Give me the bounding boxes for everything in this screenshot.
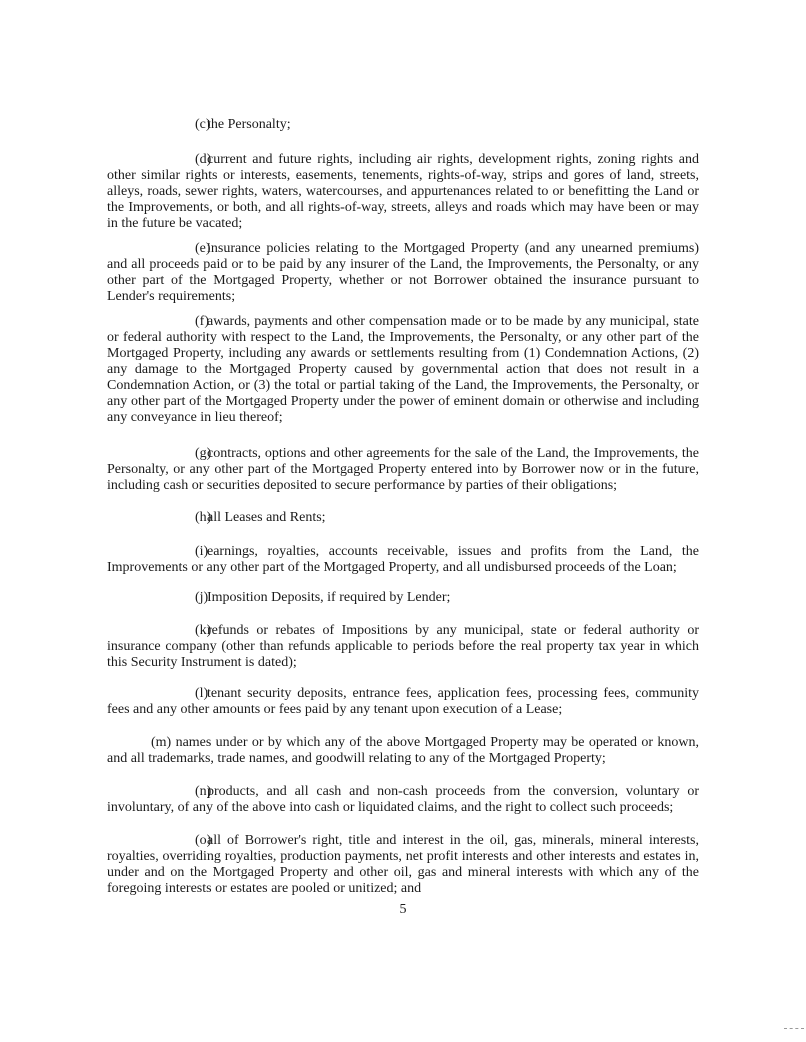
item-label: (o): [195, 833, 212, 848]
list-item-d: [107, 152, 699, 232]
item-text: earnings, royalties, accounts receivable, issues and profits from the Land, the Improvements or any other part of the Mortgaged Property, and all undisbursed proceeds of the Loan;: [107, 544, 699, 575]
item-text: tenant security deposits, entrance fees, application fees, processing fees, community fees and any other amounts or fees paid by any tenant upon execution of a Lease;: [107, 686, 699, 717]
list-item-f: [107, 314, 699, 426]
list-item-e: [107, 241, 699, 305]
item-label: (f): [195, 314, 209, 329]
list-item-g: [107, 446, 699, 494]
item-label: (d): [195, 152, 212, 167]
list-item-i: [107, 544, 699, 576]
list-item-n: [107, 784, 699, 816]
item-text: names under or by which any of the above Mortgaged Property may be operated or known, and all trademarks, trade names, and goodwill relating to any of the Mortgaged Property;: [107, 735, 699, 766]
item-text: all of Borrower's right, title and interest in the oil, gas, minerals, mineral interests, royalties, overriding royalties, production payments, net profit interests and other interests and estates in, under and on the Mortgaged Property and other oil, gas and mineral interests with which any of the foregoing interests or estates are pooled or unitized; and: [107, 833, 699, 896]
item-label: (c): [195, 117, 211, 132]
item-text: refunds or rebates of Impositions by any municipal, state or federal authority or insurance company (other than refunds applicable to periods before the real property tax year in which this Security Instrument is dated);: [107, 623, 699, 670]
item-text: the Personalty;: [207, 117, 291, 132]
item-text: awards, payments and other compensation made or to be made by any municipal, state or federal authority with respect to the Land, the Improvements, the Personalty, or any other part of the Mortgaged Property, including any awards or settlements resulting from (1) Condemnation Actions, (2) any damage to the Mortgaged Property caused by governmental action that does not result in a Condemnation Action, or (3) the total or partial taking of the Land, the Improvements, the Personalty, or any other part of the Mortgaged Property under the power of eminent domain or otherwise and including any conveyance in lieu thereof;: [107, 314, 699, 425]
scan-artifact: [784, 1028, 804, 1030]
item-text: insurance policies relating to the Mortgaged Property (and any unearned premiums) and all proceeds paid or to be paid by any insurer of the Land, the Improvements, the Personalty, or any other part of the Mortgaged Property, whether or not Borrower obtained the insurance pursuant to Lender's requirements;: [107, 241, 699, 304]
item-text: products, and all cash and non-cash proceeds from the conversion, voluntary or involuntary, of any of the above into cash or liquidated claims, and the right to collect such proceeds;: [107, 784, 699, 815]
item-label: (k): [195, 623, 212, 638]
list-item-c: [107, 117, 699, 133]
list-item-h: [107, 510, 699, 526]
item-label: (n): [195, 784, 212, 799]
list-item-l: [107, 686, 699, 718]
item-label: (l): [195, 686, 209, 701]
item-text: all Leases and Rents;: [207, 510, 326, 525]
item-label: (i): [195, 544, 209, 559]
item-text: current and future rights, including air rights, development rights, zoning rights and other similar rights or interests, easements, tenements, rights-of-way, strips and gores of land, streets, alleys, roads, sewer rights, waters, watercourses, and appurtenances related to or benefitting the Land or the Improvements, or both, and all rights-of-way, streets, alleys and roads which may have been or may in the future be vacated;: [107, 152, 699, 231]
item-label: (j): [195, 590, 209, 605]
list-item-k: [107, 623, 699, 671]
item-label: (m): [151, 735, 172, 750]
item-label: (h): [195, 510, 212, 525]
item-label: (e): [195, 241, 211, 256]
list-item-o: [107, 833, 699, 897]
item-text: Imposition Deposits, if required by Lender;: [207, 590, 451, 605]
item-label: (g): [195, 446, 212, 461]
page-number: 5: [399, 902, 407, 917]
item-text: contracts, options and other agreements for the sale of the Land, the Improvements, the Personalty, or any other part of the Mortgaged Property entered into by Borrower now or in the future, including cash or securities deposited to secure performance by parties of their obligations;: [107, 446, 699, 493]
list-item-m: [107, 735, 699, 767]
list-item-j: [107, 590, 699, 606]
